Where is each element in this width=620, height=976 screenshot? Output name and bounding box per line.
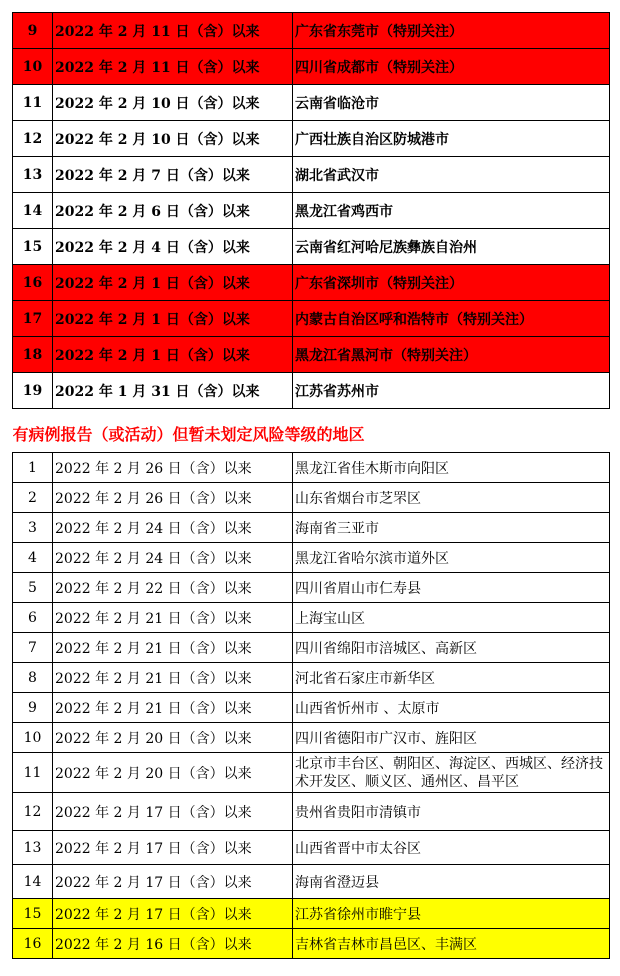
section-heading: 有病例报告（或活动）但暂未划定风险等级的地区 [13,409,610,453]
row-number: 12 [13,121,53,157]
row-date: 2022 年 2 月 17 日（含）以来 [53,865,293,899]
row-date: 2022 年 2 月 24 日（含）以来 [53,513,293,543]
row-number: 16 [13,929,53,959]
row-date: 2022 年 2 月 7 日（含）以来 [53,157,293,193]
section-heading-row [13,409,610,453]
row-date: 2022 年 2 月 1 日（含）以来 [53,265,293,301]
row-date: 2022 年 2 月 16 日（含）以来 [53,929,293,959]
row-area: 江苏省苏州市 [293,373,610,409]
row-area: 山东省烟台市芝罘区 [293,483,610,513]
row-date: 2022 年 2 月 10 日（含）以来 [53,121,293,157]
unrated-area-row [13,453,610,483]
row-area: 北京市丰台区、朝阳区、海淀区、西城区、经济技术开发区、顺义区、通州区、昌平区 [293,753,610,793]
row-area: 四川省德阳市广汉市、旌阳区 [293,723,610,753]
row-date: 2022 年 1 月 31 日（含）以来 [53,373,293,409]
row-area: 黑龙江省佳木斯市向阳区 [293,453,610,483]
row-date: 2022 年 2 月 21 日（含）以来 [53,633,293,663]
risk-area-row [13,265,610,301]
risk-area-row [13,373,610,409]
row-date: 2022 年 2 月 21 日（含）以来 [53,663,293,693]
row-date: 2022 年 2 月 10 日（含）以来 [53,85,293,121]
row-area: 黑龙江省鸡西市 [293,193,610,229]
row-number: 13 [13,157,53,193]
row-date: 2022 年 2 月 24 日（含）以来 [53,543,293,573]
row-date: 2022 年 2 月 21 日（含）以来 [53,603,293,633]
row-number: 1 [13,453,53,483]
unrated-area-row [13,543,610,573]
row-number: 4 [13,543,53,573]
unrated-area-row [13,723,610,753]
row-number: 3 [13,513,53,543]
unrated-area-row [13,929,610,959]
risk-area-row [13,337,610,373]
row-number: 9 [13,693,53,723]
unrated-area-row [13,483,610,513]
unrated-area-row [13,573,610,603]
row-date: 2022 年 2 月 1 日（含）以来 [53,301,293,337]
row-area: 海南省澄迈县 [293,865,610,899]
unrated-area-row [13,513,610,543]
row-date: 2022 年 2 月 6 日（含）以来 [53,193,293,229]
row-date: 2022 年 2 月 11 日（含）以来 [53,13,293,49]
risk-area-sheet [12,12,609,959]
unrated-area-row [13,693,610,723]
row-area: 广东省深圳市（特别关注） [293,265,610,301]
risk-area-row [13,301,610,337]
risk-area-row [13,121,610,157]
row-area: 广西壮族自治区防城港市 [293,121,610,157]
row-area: 四川省绵阳市涪城区、高新区 [293,633,610,663]
row-area: 黑龙江省黑河市（特别关注） [293,337,610,373]
row-date: 2022 年 2 月 11 日（含）以来 [53,49,293,85]
row-number: 18 [13,337,53,373]
row-area: 内蒙古自治区呼和浩特市（特别关注） [293,301,610,337]
risk-area-row [13,229,610,265]
risk-area-table [12,12,610,959]
row-number: 2 [13,483,53,513]
row-number: 16 [13,265,53,301]
row-number: 5 [13,573,53,603]
row-number: 17 [13,301,53,337]
risk-area-table-body [13,13,610,959]
row-number: 8 [13,663,53,693]
unrated-area-row [13,663,610,693]
row-number: 15 [13,229,53,265]
row-date: 2022 年 2 月 17 日（含）以来 [53,793,293,831]
risk-area-row [13,193,610,229]
row-date: 2022 年 2 月 20 日（含）以来 [53,753,293,793]
unrated-area-row [13,865,610,899]
row-date: 2022 年 2 月 17 日（含）以来 [53,831,293,865]
row-area: 四川省眉山市仁寿县 [293,573,610,603]
row-number: 14 [13,193,53,229]
row-date: 2022 年 2 月 20 日（含）以来 [53,723,293,753]
row-number: 19 [13,373,53,409]
row-area: 云南省红河哈尼族彝族自治州 [293,229,610,265]
unrated-area-row [13,793,610,831]
row-area: 吉林省吉林市昌邑区、丰满区 [293,929,610,959]
risk-area-row [13,13,610,49]
row-number: 12 [13,793,53,831]
row-area: 山西省晋中市太谷区 [293,831,610,865]
row-number: 7 [13,633,53,663]
row-area: 广东省东莞市（特别关注） [293,13,610,49]
row-number: 11 [13,85,53,121]
unrated-area-row [13,633,610,663]
row-number: 15 [13,899,53,929]
row-date: 2022 年 2 月 4 日（含）以来 [53,229,293,265]
risk-area-row [13,157,610,193]
risk-area-row [13,85,610,121]
row-date: 2022 年 2 月 22 日（含）以来 [53,573,293,603]
row-date: 2022 年 2 月 26 日（含）以来 [53,453,293,483]
row-number: 9 [13,13,53,49]
risk-area-row [13,49,610,85]
unrated-area-row [13,831,610,865]
row-date: 2022 年 2 月 17 日（含）以来 [53,899,293,929]
row-number: 10 [13,723,53,753]
row-number: 6 [13,603,53,633]
row-area: 四川省成都市（特别关注） [293,49,610,85]
row-date: 2022 年 2 月 1 日（含）以来 [53,337,293,373]
unrated-area-row [13,899,610,929]
row-date: 2022 年 2 月 21 日（含）以来 [53,693,293,723]
row-area: 山西省忻州市 、太原市 [293,693,610,723]
row-area: 黑龙江省哈尔滨市道外区 [293,543,610,573]
row-area: 河北省石家庄市新华区 [293,663,610,693]
row-number: 10 [13,49,53,85]
unrated-area-row [13,603,610,633]
row-area: 贵州省贵阳市清镇市 [293,793,610,831]
row-number: 13 [13,831,53,865]
row-number: 11 [13,753,53,793]
row-number: 14 [13,865,53,899]
row-area: 湖北省武汉市 [293,157,610,193]
unrated-area-row [13,753,610,793]
row-area: 海南省三亚市 [293,513,610,543]
row-area: 上海宝山区 [293,603,610,633]
row-date: 2022 年 2 月 26 日（含）以来 [53,483,293,513]
row-area: 江苏省徐州市睢宁县 [293,899,610,929]
row-area: 云南省临沧市 [293,85,610,121]
